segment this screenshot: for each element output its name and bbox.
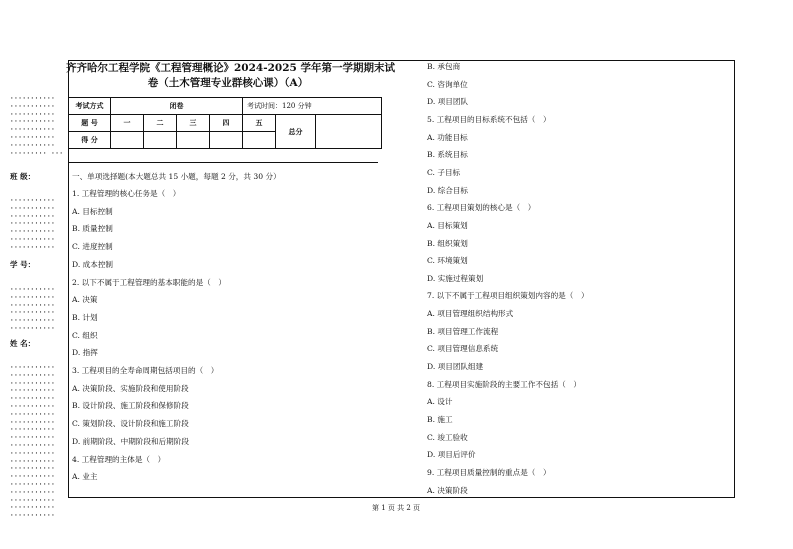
divider [68, 162, 378, 163]
question-stem: 2. 以下不属于工程管理的基本职能的是（ ） [72, 277, 226, 287]
question-stem: 5. 工程项目的目标系统不包括（ ） [427, 114, 551, 124]
question-stem: 4. 工程管理的主体是（ ） [72, 454, 166, 464]
exam-mode: 闭卷 [111, 98, 243, 115]
answer-option: A. 目标控制 [72, 206, 113, 216]
answer-option: A. 业主 [72, 472, 98, 482]
total-score-cell [316, 115, 382, 149]
col-3: 三 [177, 115, 210, 132]
answer-option: B. 设计阶段、施工阶段和保修阶段 [72, 401, 189, 411]
answer-option: B. 承包商 [427, 62, 461, 71]
exam-title-line2: 卷（土木管理专业群核心课）（A） [147, 77, 309, 89]
class-label: 班 级： [10, 172, 36, 181]
answer-option: B. 组织策划 [427, 238, 468, 248]
answer-option: D. 成本控制 [72, 259, 114, 269]
exam-mode-label: 考试方式 [69, 98, 111, 115]
answer-option: C. 竣工验收 [427, 432, 468, 442]
score-cell [144, 132, 177, 149]
answer-option: B. 系统目标 [427, 150, 468, 160]
score-table [68, 97, 382, 149]
binding-dots: ··········· ··········· ··········· ··········· ··········· ··········· ··········· ········· ··· [10, 95, 64, 157]
question-stem: 6. 工程项目策划的核心是（ ） [427, 203, 536, 213]
answer-option: D. 实施过程策划 [427, 273, 484, 283]
answer-option: A. 决策阶段、实施阶段和使用阶段 [72, 383, 189, 393]
question-stem: 9. 工程项目质量控制的重点是（ ） [427, 467, 551, 477]
answer-option: C. 子目标 [427, 167, 461, 177]
answer-option: D. 综合目标 [427, 185, 469, 195]
question-stem: 3. 工程项目的全寿命周期包括项目的（ ） [72, 366, 219, 375]
answer-option: A. 决策阶段 [427, 485, 468, 495]
question-stem: 8. 工程项目实施阶段的主要工作不包括（ ） [427, 379, 581, 389]
answer-option: C. 进度控制 [72, 242, 113, 252]
answer-option: B. 施工 [427, 415, 453, 424]
answer-option: D. 项目后评价 [427, 450, 476, 460]
score-cell [177, 132, 210, 149]
name-label: 姓 名： [10, 339, 36, 348]
answer-option: B. 项目管理工作流程 [427, 326, 499, 336]
score-cell [243, 132, 276, 149]
score-cell [111, 132, 144, 149]
answer-option: C. 项目管理信息系统 [427, 344, 499, 354]
page-footer: 第 1 页 共 2 页 [372, 504, 421, 512]
exam-time: 考试时间：120 分钟 [243, 98, 382, 115]
answer-option: D. 指挥 [72, 348, 98, 358]
binding-dots: ··········· ··········· ··········· ··········· ··········· ··········· [10, 286, 56, 332]
total-label: 总分 [276, 115, 316, 149]
answer-option: C. 策划阶段、设计阶段和施工阶段 [72, 419, 189, 429]
binding-dots: ··········· ··········· ··········· ··········· ··········· ··········· ··········· [10, 197, 56, 251]
answer-option: B. 质量控制 [72, 224, 113, 234]
col-4: 四 [210, 115, 243, 132]
score-label: 得 分 [69, 132, 111, 149]
score-cell [210, 132, 243, 149]
question-stem: 7. 以下不属于工程项目组织策划内容的是（ ） [427, 291, 589, 301]
col-1: 一 [111, 115, 144, 132]
question-no-label: 题 号 [69, 115, 111, 132]
answer-option: A. 项目管理组织结构形式 [427, 309, 514, 319]
section-heading: 一、单项选择题(本大题总共 15 小题，每题 2 分，共 30 分） [72, 172, 281, 181]
col-2: 二 [144, 115, 177, 132]
answer-option: B. 计划 [72, 312, 98, 322]
answer-option: A. 目标策划 [427, 220, 468, 230]
answer-option: A. 决策 [72, 295, 98, 305]
answer-option: A. 功能目标 [427, 132, 468, 142]
col-5: 五 [243, 115, 276, 132]
binding-dots: ··········· ··········· ··········· ··········· ··········· ··········· ··········· ··········· ··········· ··········· ··········· ··········· ··········· ··········· ··········· ··········· ··········· ··········· ··········· ··········· [10, 364, 56, 520]
question-stem: 1. 工程管理的核心任务是（ ） [72, 189, 181, 198]
student-id-label: 学 号： [10, 260, 36, 269]
answer-option: C. 咨询单位 [427, 79, 468, 89]
exam-title-line1: 齐齐哈尔工程学院《工程管理概论》2024-2025 学年第一学期期末试 [66, 62, 395, 74]
answer-option: C. 环境策划 [427, 256, 468, 266]
answer-option: C. 组织 [72, 330, 98, 340]
answer-option: D. 项目团队 [427, 97, 469, 107]
answer-option: D. 前期阶段、中期阶段和后期阶段 [72, 436, 189, 446]
answer-option: A. 设计 [427, 397, 453, 407]
answer-option: D. 项目团队组建 [427, 362, 484, 372]
